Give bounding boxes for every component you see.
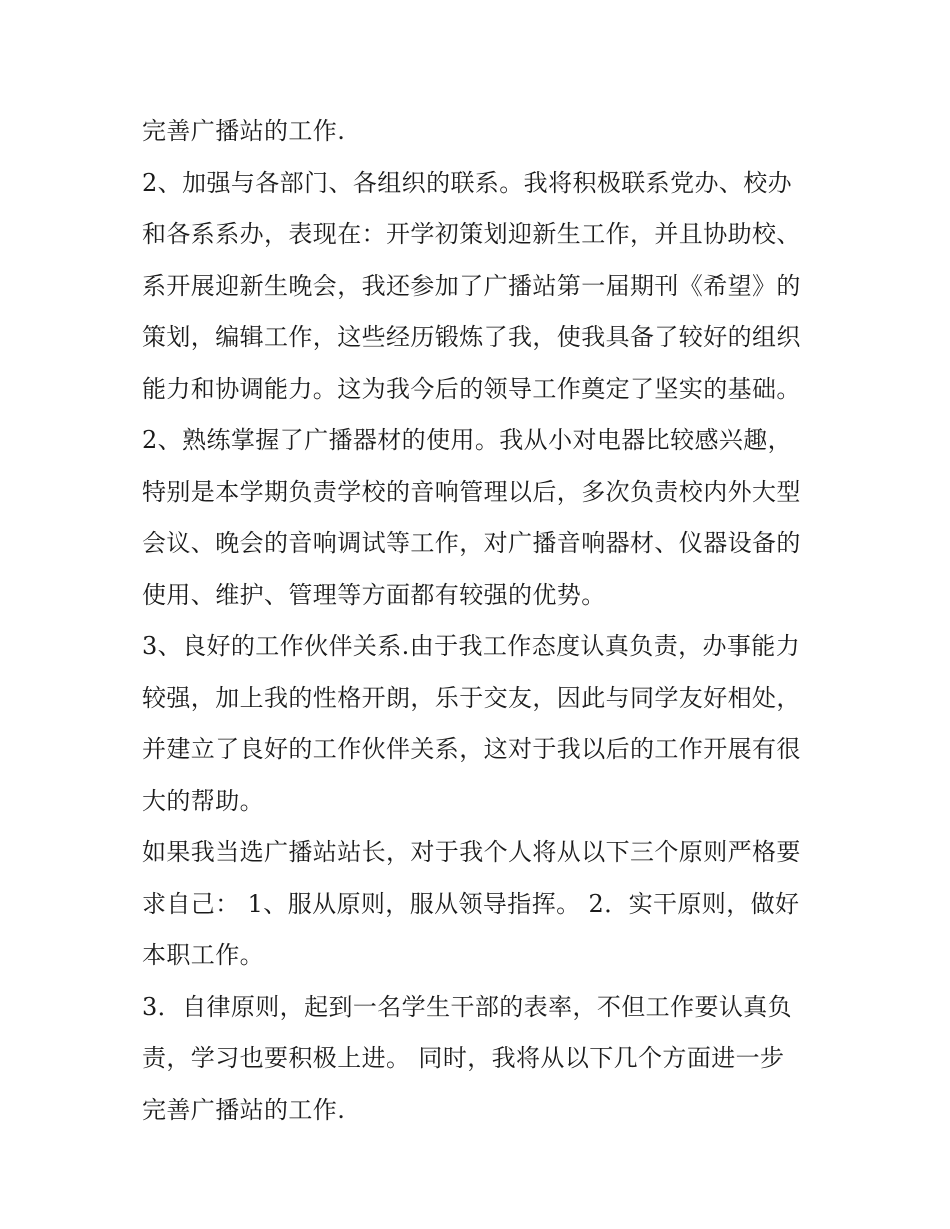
text-line: 和各系系办，表现在：开学初策划迎新生工作，并且协助校、 — [142, 220, 801, 248]
text-line: 完善广播站的工作. — [142, 1095, 346, 1124]
text-line: 责，学习也要积极上进。 同时，我将从以下几个方面进一步 — [142, 1044, 785, 1072]
text-line: 求自己： 1、服从原则，服从领导指挥。 2．实干原则，做好 — [142, 889, 800, 918]
text-line: 会议、晚会的音响调试等工作，对广播音响器材、仪器设备的 — [142, 529, 801, 557]
text-line: 3、良好的工作伙伴关系.由于我工作态度认真负责，办事能力 — [142, 632, 801, 660]
text-line: 本职工作。 — [142, 941, 264, 969]
text-line: 系开展迎新生晚会，我还参加了广播站第一届期刊《希望》的 — [142, 271, 801, 300]
text-line: 特别是本学期负责学校的音响管理以后，多次负责校内外大型 — [142, 477, 801, 506]
text-line: 大的帮助。 — [142, 786, 264, 815]
text-line: 2、加强与各部门、各组织的联系。我将积极联系党办、校办 — [142, 168, 793, 197]
text-line: 并建立了良好的工作伙伴关系，这对于我以后的工作开展有很 — [142, 735, 801, 763]
text-line: 2、熟练掌握了广播器材的使用。我从小对电器比较感兴趣， — [142, 426, 793, 454]
text-line: 如果我当选广播站站长，对于我个人将从以下三个原则严格要 — [142, 838, 801, 866]
text-line: 使用、维护、管理等方面都有较强的优势。 — [142, 580, 606, 609]
text-line: 较强，加上我的性格开朗，乐于交友，因此与同学友好相处， — [142, 683, 801, 712]
text-line: 能力和协调能力。这为我今后的领导工作奠定了坚实的基础。 — [142, 374, 801, 403]
document-body — [142, 106, 820, 1136]
text-line: 3．自律原则，起到一名学生干部的表率，不但工作要认真负 — [142, 992, 793, 1021]
text-line: 完善广播站的工作. — [142, 117, 346, 145]
text-line: 策划，编辑工作，这些经历锻炼了我，使我具备了较好的组织 — [142, 323, 801, 351]
